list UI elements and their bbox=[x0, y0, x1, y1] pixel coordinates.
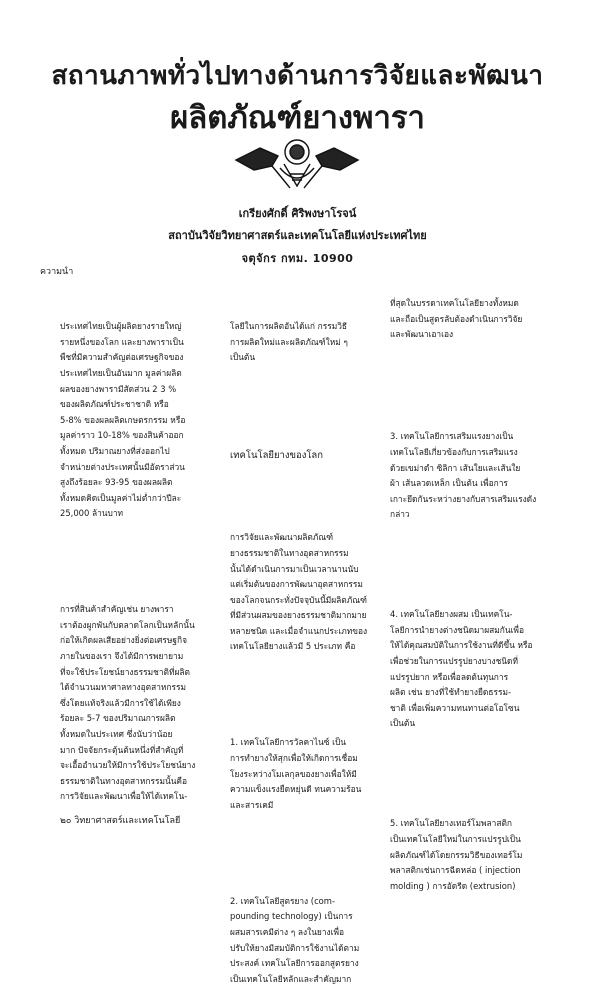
paragraph: ประเทศไทยเป็นผู้ผลิตยางรายใหญ่ รายหนึ่งของโลก และยางพาราเป็น พืชที่มีความสำคัญต่อเศรษฐกิจของ ประเทศไทยเป็นอันมาก มูลค่าผลิต ผลของยางพารามีสัดส่วน 2 3 % ของผลิตภัณฑ์ประชาชาติ หรือ 5-8% ของผลผลิตเกษตรกรรม หรือ มูลค่าราว 10-18% ของสินค้าออก ทั้งหมด ปริมาณยางที่ส่งออกไป จำหน่ายต่างประเทศนั้นมีอัตราส่วน สูงถึงร้อยละ 93-95 ของผลผลิต ทั้งหมดคิดเป็นมูลค่าไม่ต่ำกว่าปีละ 25,000 ล้านบาท bbox=[60, 321, 186, 519]
section-label: ความนำ bbox=[40, 267, 74, 277]
paragraph: 2. เทคโนโลยีสูตรยาง (com- pounding technology) เป็นการ ผสมสารเคมีต่าง ๆ ลงในยางเพื่อ ปรับให้ยางมีสมบัติการใช้งานได้ตาม ประสงค์ เทคโนโลยีการออกสูตรยาง เป็นเทคโนโลยีหลักและสำคัญมาก bbox=[230, 895, 360, 984]
column-3 bbox=[390, 265, 550, 910]
paragraph: โลยีในการผลิตอันได้แก่ กรรมวิธี การผลิตใหม่และผลิตภัณฑ์ใหม่ ๆ เป็นต้น bbox=[230, 321, 348, 363]
paragraph: 5. เทคโนโลยียางเทอร์โมพลาสติก เป็นเทคโนโลยีใหม่ในการแปรรูปเป็น ผลิตภัณฑ์ได้โดยกรรมวิธีของเทอร์โม พลาสติกเช่นการฉีดหล่อ ( injection molding ) การอัดรีด (extrusion) bbox=[390, 818, 523, 891]
institution-name: สถาบันวิจัยวิทยาศาสตร์และเทคโนโลยีแห่งประเทศไทย bbox=[168, 229, 427, 242]
institution-address: จตุจักร กทม. 10900 bbox=[241, 252, 354, 265]
title-line-1: สถานภาพทั่วไปทางด้านการวิจัยและพัฒนา bbox=[51, 61, 544, 91]
paragraph: การวิจัยและพัฒนาผลิตภัณฑ์ ยางธรรมชาติในทางอุตสาหกรรม นั้นได้ดำเนินการมาเป็นเวลานานนับ แต่เริ่มต้นของการพัฒนาอุตสาหกรรม ของโลกจนกระทั่งปัจจุบันนี้มีผลิตภัณฑ์ ที่มีส่วนผสมของยางธรรมชาติมากมาย หลายชนิด และเมื่อจำแนกประเภทของ เทคโนโลยียางแล้วมี 5 ประเภท คือ bbox=[230, 532, 368, 652]
column-1 bbox=[60, 288, 220, 821]
section-heading: เทคโนโลยียางของโลก bbox=[230, 450, 324, 462]
paragraph: ที่สุดในบรรดาเทคโนโลยียางทั้งหมด และถือเป็นสูตรลับต้องดำเนินการวิจัย และพัฒนาเอาเอง bbox=[390, 298, 523, 340]
paragraph: 3. เทคโนโลยีการเสริมแรงยางเป็น เทคโนโลยีเกี่ยวข้องกับการเสริมแรง ด้วยเขม่าดำ ซิลิกา เส้นใยและเส้นใย ผ้า เส้นลวดเหล็ก เป็นต้น เพื่อการ เกาะยึดกันระหว่างยางกับสารเสริมแรงดัง กล่าว bbox=[390, 431, 537, 520]
title-line-2: ผลิตภัณฑ์ยางพารา bbox=[170, 100, 425, 136]
page-footer: ๒๐ วิทยาศาสตร์และเทคโนโลยี bbox=[60, 816, 181, 826]
paragraph: 4. เทคโนโลยียางผสม เป็นเทคโน- โลยีการนำยางต่างชนิดมาผสมกันเพื่อ ให้ได้คุณสมบัติในการใช้งานที่ดีขึ้น หรือ เพื่อช่วยในการแปรรูปยางบางชนิดที่ แปรรูปยาก หรือเพื่อลดต้นทุนการ ผลิต เช่น ยางที่ใช้ทำยางยืดธรรม- ชาติ เพื่อเพิ่มความทนทานต่อโอโซน เป็นต้น bbox=[390, 609, 533, 729]
paragraph: การที่สินค้าสำคัญเช่น ยางพารา เราต้องผูกพันกับตลาดโลกเป็นหลักนั้น ก่อให้เกิดผลเสียอย่างยิ่งต่อเศรษฐกิจ ภายในของเรา จึงได้มีการพยายาม ที่จะใช้ประโยชน์ยางธรรมชาติที่ผลิต ได้จำนวนมหาศาลทางอุตสาหกรรม ซึ่งโดยแท้จริงแล้วมีการใช้ได้เพียง ร้อยละ 5-7 ของปริมาณการผลิต ทั้งหมดในประเทศ ซึ่งนับว่าน้อย มาก ปัจจัยกระตุ้นต้นหนึ่งที่สำคัญที่ จะเอื้ออำนวยให้มีการใช้ประโยชน์ยาง ธรรมชาติในทางอุตสาหกรรมนั้นคือ การวิจัยและพัฒนาเพื่อให้ได้เทคโน- bbox=[60, 604, 196, 802]
author-name: เกรียงศักดิ์ ศิริพงษาโรจน์ bbox=[238, 207, 357, 220]
paragraph: 1. เทคโนโลยีการวัลคาไนซ์ เป็น การทำยางให้สุกเพื่อให้เกิดการเชื่อม โยงระหว่างโมเลกุลของยางเพื่อให้มี ความแข็งแรงยืดหยุ่นดี ทนความร้อน และสารเคมี bbox=[230, 737, 362, 810]
institute-emblem-icon bbox=[232, 130, 362, 192]
column-2 bbox=[230, 288, 382, 1003]
